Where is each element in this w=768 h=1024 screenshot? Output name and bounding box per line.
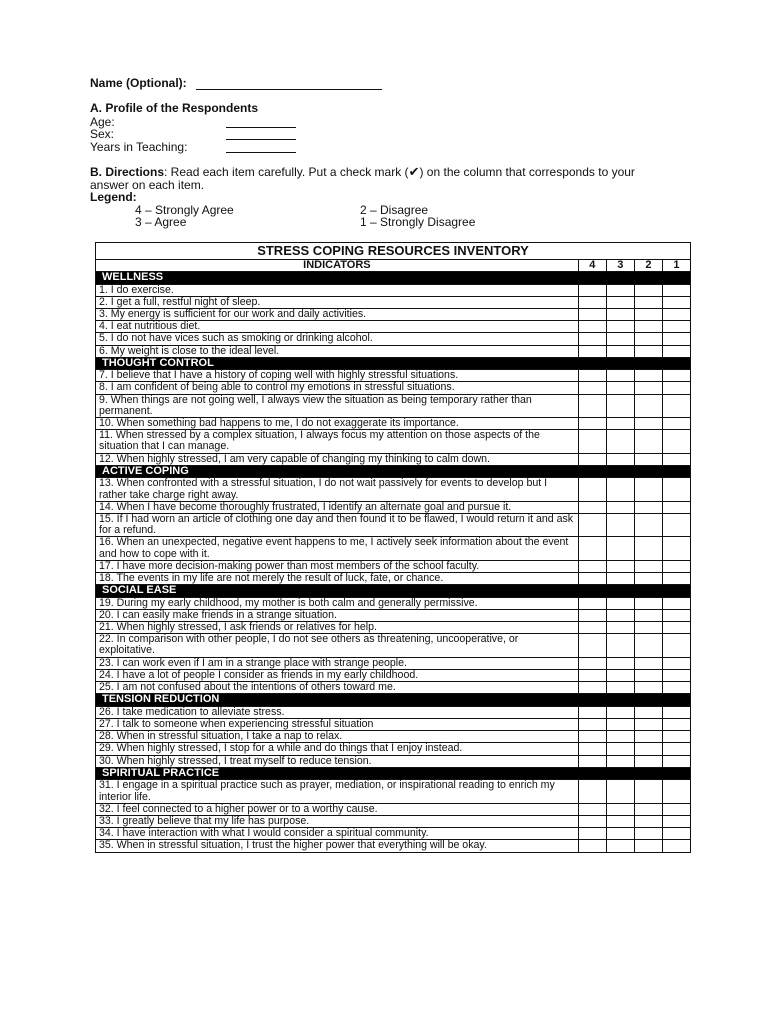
table-row [96, 284, 691, 296]
rating-cell-1[interactable] [662, 719, 690, 731]
rating-cell-2[interactable] [634, 382, 662, 394]
rating-cell-3[interactable] [606, 682, 634, 694]
rating-cell-4[interactable] [578, 382, 606, 394]
rating-cell-2[interactable] [634, 743, 662, 755]
title-row [96, 243, 691, 260]
rating-cell-4[interactable] [578, 478, 606, 501]
category-row [96, 465, 691, 478]
category-label: WELLNESS [96, 272, 691, 285]
rating-cell-2[interactable] [634, 501, 662, 513]
table-row [96, 430, 691, 453]
rating-cell-2[interactable] [634, 560, 662, 572]
rating-cell-2[interactable] [634, 755, 662, 767]
table-row [96, 609, 691, 621]
indicator-text: 8. I am confident of being able to control my emotions in stressful situations. [96, 382, 579, 394]
rating-cell-3[interactable] [606, 634, 634, 657]
rating-cell-4[interactable] [578, 333, 606, 345]
rating-cell-4[interactable] [578, 321, 606, 333]
years-label: Years in Teaching: [90, 139, 188, 154]
rating-cell-3[interactable] [606, 478, 634, 501]
rating-cell-3[interactable] [606, 284, 634, 296]
rating-cell-1[interactable] [662, 296, 690, 308]
rating-cell-2[interactable] [634, 284, 662, 296]
indicator-text: 33. I greatly believe that my life has purpose. [96, 815, 579, 827]
rating-cell-1[interactable] [662, 815, 690, 827]
rating-cell-4[interactable] [578, 815, 606, 827]
rating-cell-3[interactable] [606, 803, 634, 815]
rating-cell-1[interactable] [662, 597, 690, 609]
rating-cell-2[interactable] [634, 418, 662, 430]
indicator-text: 20. I can easily make friends in a strange situation. [96, 609, 579, 621]
category-label: SPIRITUAL PRACTICE [96, 767, 691, 780]
indicators-header: INDICATORS [96, 260, 579, 272]
legend [90, 204, 690, 230]
table-row [96, 657, 691, 669]
name-blank[interactable] [196, 77, 382, 90]
rating-cell-4[interactable] [578, 803, 606, 815]
rating-cell-2[interactable] [634, 572, 662, 584]
rating-cell-2[interactable] [634, 537, 662, 560]
rating-cell-4[interactable] [578, 501, 606, 513]
directions-line-1 [90, 166, 690, 179]
rating-cell-1[interactable] [662, 840, 690, 852]
category-row [96, 694, 691, 707]
indicator-text: 29. When highly stressed, I stop for a while and do things that I enjoy instead. [96, 743, 579, 755]
rating-cell-2[interactable] [634, 370, 662, 382]
indicator-text: 6. My weight is close to the ideal level. [96, 345, 579, 357]
rating-cell-3[interactable] [606, 453, 634, 465]
rating-cell-1[interactable] [662, 731, 690, 743]
rating-cell-4[interactable] [578, 719, 606, 731]
rating-cell-1[interactable] [662, 370, 690, 382]
table-row [96, 803, 691, 815]
table-row [96, 453, 691, 465]
rating-cell-2[interactable] [634, 731, 662, 743]
rating-cell-3[interactable] [606, 828, 634, 840]
table-row [96, 719, 691, 731]
indicator-text: 17. I have more decision-making power than most members of the school faculty. [96, 560, 579, 572]
header-row [96, 260, 691, 272]
rating-cell-4[interactable] [578, 537, 606, 560]
rating-cell-4[interactable] [578, 609, 606, 621]
rating-cell-2[interactable] [634, 478, 662, 501]
rating-cell-4[interactable] [578, 840, 606, 852]
indicator-text: 30. When highly stressed, I treat myself to reduce tension. [96, 755, 579, 767]
category-label: THOUGHT CONTROL [96, 357, 691, 370]
rating-cell-1[interactable] [662, 394, 690, 417]
rating-cell-3[interactable] [606, 560, 634, 572]
rating-cell-1[interactable] [662, 478, 690, 501]
directions-text-1: : Read each item carefully. Put a check mark ( [164, 165, 409, 179]
indicator-text: 11. When stressed by a complex situation, I always focus my attention on those aspects of the situation that I can manage. [96, 430, 579, 453]
scale-header-4: 4 [578, 260, 606, 272]
legend-strongly-agree: 4 – Strongly Agree [135, 202, 234, 217]
rating-cell-2[interactable] [634, 719, 662, 731]
profile-section [90, 102, 258, 153]
age-label: Age: [90, 114, 115, 129]
rating-cell-3[interactable] [606, 418, 634, 430]
rating-cell-4[interactable] [578, 284, 606, 296]
indicator-text: 1. I do exercise. [96, 284, 579, 296]
rating-cell-4[interactable] [578, 755, 606, 767]
rating-cell-3[interactable] [606, 382, 634, 394]
profile-age-row [90, 116, 258, 129]
rating-cell-3[interactable] [606, 296, 634, 308]
rating-cell-2[interactable] [634, 609, 662, 621]
rating-cell-3[interactable] [606, 780, 634, 803]
rating-cell-4[interactable] [578, 453, 606, 465]
rating-cell-1[interactable] [662, 345, 690, 357]
indicator-text: 24. I have a lot of people I consider as friends in my early childhood. [96, 669, 579, 681]
indicator-text: 31. I engage in a spiritual practice such as prayer, mediation, or inspirational reading to enrich my interior life. [96, 780, 579, 803]
rating-cell-2[interactable] [634, 780, 662, 803]
rating-cell-1[interactable] [662, 706, 690, 718]
table-row [96, 345, 691, 357]
indicator-text: 4. I eat nutritious diet. [96, 321, 579, 333]
rating-cell-2[interactable] [634, 394, 662, 417]
rating-cell-1[interactable] [662, 321, 690, 333]
rating-cell-4[interactable] [578, 780, 606, 803]
indicator-text: 18. The events in my life are not merely the result of luck, fate, or chance. [96, 572, 579, 584]
table-row [96, 537, 691, 560]
rating-cell-3[interactable] [606, 333, 634, 345]
indicator-text: 34. I have interaction with what I would consider a spiritual community. [96, 828, 579, 840]
rating-cell-3[interactable] [606, 622, 634, 634]
rating-cell-3[interactable] [606, 572, 634, 584]
table-row [96, 308, 691, 320]
rating-cell-1[interactable] [662, 669, 690, 681]
rating-cell-3[interactable] [606, 840, 634, 852]
rating-cell-1[interactable] [662, 609, 690, 621]
rating-cell-4[interactable] [578, 682, 606, 694]
name-label: Name (Optional): [90, 76, 187, 90]
indicator-text: 10. When something bad happens to me, I do not exaggerate its importance. [96, 418, 579, 430]
table-row [96, 622, 691, 634]
rating-cell-2[interactable] [634, 815, 662, 827]
scale-header-1: 1 [662, 260, 690, 272]
rating-cell-3[interactable] [606, 657, 634, 669]
rating-cell-4[interactable] [578, 394, 606, 417]
rating-cell-3[interactable] [606, 609, 634, 621]
rating-cell-4[interactable] [578, 669, 606, 681]
rating-cell-2[interactable] [634, 803, 662, 815]
rating-cell-1[interactable] [662, 828, 690, 840]
indicator-text: 15. If I had worn an article of clothing one day and then found it to be flawed, I would return it and ask for a refund. [96, 513, 579, 536]
rating-cell-2[interactable] [634, 333, 662, 345]
indicator-text: 14. When I have become thoroughly frustrated, I identify an alternate goal and pursue it. [96, 501, 579, 513]
rating-cell-2[interactable] [634, 430, 662, 453]
rating-cell-4[interactable] [578, 731, 606, 743]
name-row [90, 77, 382, 90]
category-label: TENSION REDUCTION [96, 694, 691, 707]
directions-line-2: answer on each item. [90, 177, 205, 192]
profile-sex-row [90, 128, 258, 141]
sex-label: Sex: [90, 127, 115, 141]
rating-cell-2[interactable] [634, 345, 662, 357]
rating-cell-1[interactable] [662, 780, 690, 803]
table-row [96, 418, 691, 430]
profile-years-row [90, 141, 258, 154]
legend-disagree: 2 – Disagree [360, 202, 429, 217]
rating-cell-4[interactable] [578, 572, 606, 584]
rating-cell-4[interactable] [578, 743, 606, 755]
rating-cell-2[interactable] [634, 840, 662, 852]
table-row [96, 731, 691, 743]
table-row [96, 743, 691, 755]
directions-label: B. Directions [90, 165, 165, 179]
table-row [96, 501, 691, 513]
rating-cell-4[interactable] [578, 345, 606, 357]
table-row [96, 560, 691, 572]
indicator-text: 3. My energy is sufficient for our work and daily activities. [96, 308, 579, 320]
table-row [96, 513, 691, 536]
rating-cell-1[interactable] [662, 743, 690, 755]
rating-cell-2[interactable] [634, 622, 662, 634]
legend-agree: 3 – Agree [135, 215, 187, 229]
legend-strongly-disagree: 1 – Strongly Disagree [360, 215, 476, 229]
table-row [96, 370, 691, 382]
rating-cell-2[interactable] [634, 453, 662, 465]
indicator-text: 16. When an unexpected, negative event happens to me, I actively seek information about the event and how to cope with it. [96, 537, 579, 560]
table-row [96, 478, 691, 501]
table-row [96, 828, 691, 840]
indicator-text: 7. I believe that I have a history of coping well with highly stressful situations. [96, 370, 579, 382]
directions-text-2: ) on the column that corresponds to your [419, 165, 635, 179]
table-row [96, 394, 691, 417]
rating-cell-3[interactable] [606, 731, 634, 743]
table-row [96, 321, 691, 333]
table-row [96, 296, 691, 308]
category-row [96, 585, 691, 598]
directions-section [90, 166, 690, 230]
rating-cell-1[interactable] [662, 501, 690, 513]
rating-cell-1[interactable] [662, 382, 690, 394]
indicator-text: 26. I take medication to alleviate stress. [96, 706, 579, 718]
inventory-title: STRESS COPING RESOURCES INVENTORY [96, 243, 691, 260]
indicator-text: 22. In comparison with other people, I do not see others as threatening, uncooperative, or exploitative. [96, 634, 579, 657]
table-row [96, 706, 691, 718]
legend-label: Legend: [90, 190, 137, 204]
table-row [96, 780, 691, 803]
category-row [96, 357, 691, 370]
indicator-text: 13. When confronted with a stressful situation, I do not wait passively for events to develop but I rather take charge right away. [96, 478, 579, 501]
rating-cell-4[interactable] [578, 622, 606, 634]
profile-title: A. Profile of the Respondents [90, 101, 259, 115]
table-row [96, 382, 691, 394]
rating-cell-4[interactable] [578, 560, 606, 572]
rating-cell-1[interactable] [662, 430, 690, 453]
rating-cell-3[interactable] [606, 308, 634, 320]
table-row [96, 815, 691, 827]
rating-cell-3[interactable] [606, 370, 634, 382]
indicator-text: 21. When highly stressed, I ask friends or relatives for help. [96, 622, 579, 634]
rating-cell-1[interactable] [662, 537, 690, 560]
rating-cell-1[interactable] [662, 453, 690, 465]
rating-cell-3[interactable] [606, 597, 634, 609]
rating-cell-3[interactable] [606, 743, 634, 755]
years-blank[interactable] [226, 141, 296, 153]
table-row [96, 634, 691, 657]
rating-cell-2[interactable] [634, 296, 662, 308]
indicator-text: 9. When things are not going well, I always view the situation as being temporary rather than permanent. [96, 394, 579, 417]
sex-blank[interactable] [226, 128, 296, 140]
rating-cell-3[interactable] [606, 537, 634, 560]
rating-cell-1[interactable] [662, 513, 690, 536]
rating-cell-2[interactable] [634, 706, 662, 718]
rating-cell-3[interactable] [606, 430, 634, 453]
rating-cell-4[interactable] [578, 634, 606, 657]
category-row [96, 272, 691, 285]
rating-cell-3[interactable] [606, 669, 634, 681]
rating-cell-2[interactable] [634, 657, 662, 669]
rating-cell-2[interactable] [634, 513, 662, 536]
indicator-text: 5. I do not have vices such as smoking or drinking alcohol. [96, 333, 579, 345]
rating-cell-3[interactable] [606, 706, 634, 718]
rating-cell-3[interactable] [606, 719, 634, 731]
scale-header-3: 3 [606, 260, 634, 272]
rating-cell-2[interactable] [634, 634, 662, 657]
rating-cell-4[interactable] [578, 828, 606, 840]
rating-cell-2[interactable] [634, 321, 662, 333]
rating-cell-4[interactable] [578, 657, 606, 669]
age-blank[interactable] [226, 116, 296, 128]
rating-cell-4[interactable] [578, 370, 606, 382]
rating-cell-2[interactable] [634, 828, 662, 840]
rating-cell-2[interactable] [634, 597, 662, 609]
rating-cell-4[interactable] [578, 513, 606, 536]
rating-cell-1[interactable] [662, 622, 690, 634]
rating-cell-1[interactable] [662, 682, 690, 694]
check-mark-icon: ✔ [408, 164, 420, 179]
rating-cell-1[interactable] [662, 634, 690, 657]
rating-cell-1[interactable] [662, 308, 690, 320]
category-row [96, 767, 691, 780]
rating-cell-3[interactable] [606, 394, 634, 417]
rating-cell-1[interactable] [662, 284, 690, 296]
rating-cell-3[interactable] [606, 321, 634, 333]
indicator-text: 27. I talk to someone when experiencing stressful situation [96, 719, 579, 731]
rating-cell-1[interactable] [662, 418, 690, 430]
indicator-text: 23. I can work even if I am in a strange place with strange people. [96, 657, 579, 669]
scale-header-2: 2 [634, 260, 662, 272]
rating-cell-1[interactable] [662, 755, 690, 767]
rating-cell-1[interactable] [662, 572, 690, 584]
rating-cell-1[interactable] [662, 560, 690, 572]
rating-cell-3[interactable] [606, 513, 634, 536]
rating-cell-2[interactable] [634, 669, 662, 681]
rating-cell-4[interactable] [578, 296, 606, 308]
indicator-text: 19. During my early childhood, my mother is both calm and generally permissive. [96, 597, 579, 609]
inventory-table [95, 242, 691, 853]
rating-cell-4[interactable] [578, 706, 606, 718]
indicator-text: 12. When highly stressed, I am very capable of changing my thinking to calm down. [96, 453, 579, 465]
table-row [96, 840, 691, 852]
rating-cell-1[interactable] [662, 333, 690, 345]
rating-cell-4[interactable] [578, 308, 606, 320]
table-row [96, 597, 691, 609]
rating-cell-3[interactable] [606, 815, 634, 827]
rating-cell-3[interactable] [606, 501, 634, 513]
rating-cell-3[interactable] [606, 755, 634, 767]
indicator-text: 28. When in stressful situation, I take a nap to relax. [96, 731, 579, 743]
rating-cell-4[interactable] [578, 418, 606, 430]
rating-cell-1[interactable] [662, 803, 690, 815]
indicator-text: 35. When in stressful situation, I trust the higher power that everything will be okay. [96, 840, 579, 852]
category-label: SOCIAL EASE [96, 585, 691, 598]
rating-cell-3[interactable] [606, 345, 634, 357]
rating-cell-2[interactable] [634, 308, 662, 320]
table-row [96, 755, 691, 767]
indicator-text: 25. I am not confused about the intentions of others toward me. [96, 682, 579, 694]
table-row [96, 572, 691, 584]
table-row [96, 333, 691, 345]
rating-cell-1[interactable] [662, 657, 690, 669]
indicator-text: 32. I feel connected to a higher power or to a worthy cause. [96, 803, 579, 815]
table-row [96, 669, 691, 681]
rating-cell-4[interactable] [578, 597, 606, 609]
table-row [96, 682, 691, 694]
rating-cell-2[interactable] [634, 682, 662, 694]
category-label: ACTIVE COPING [96, 465, 691, 478]
indicator-text: 2. I get a full, restful night of sleep. [96, 296, 579, 308]
rating-cell-4[interactable] [578, 430, 606, 453]
